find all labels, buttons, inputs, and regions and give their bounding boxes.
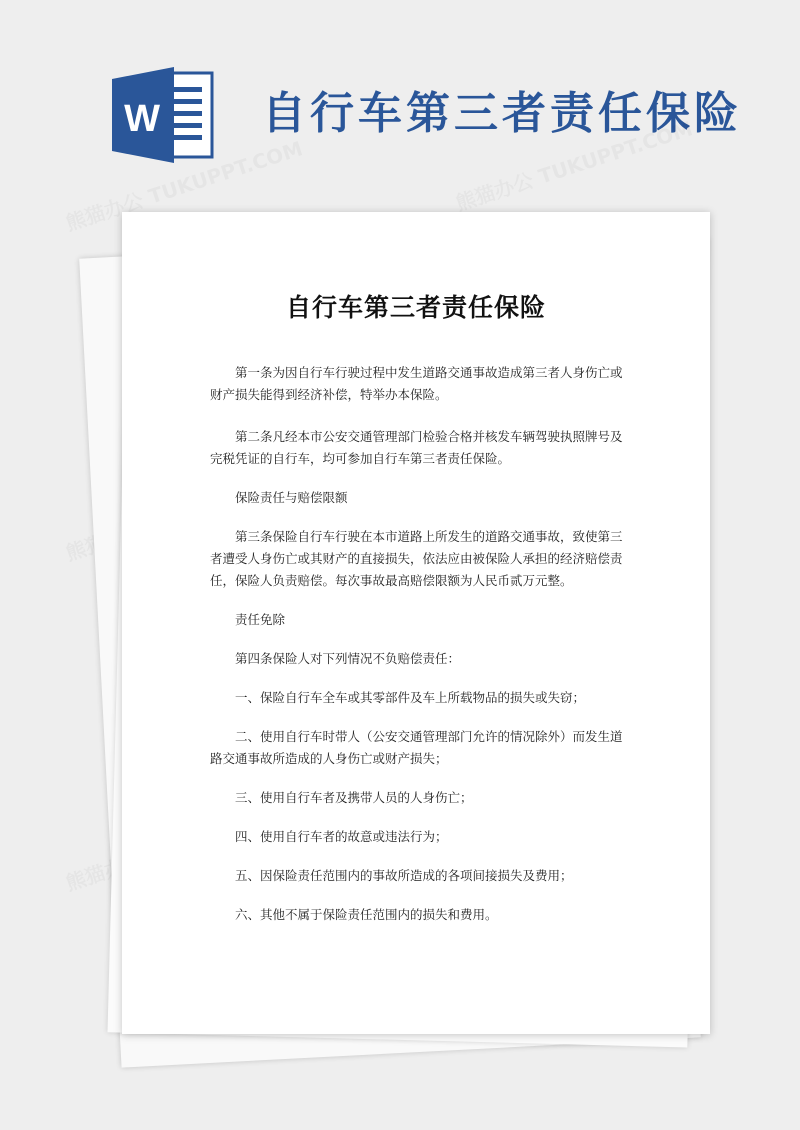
- word-icon-letter: W: [124, 98, 160, 140]
- header-banner: [0, 0, 800, 200]
- document-page: [122, 212, 710, 1034]
- section-heading-exemption: 责任免除: [235, 612, 286, 627]
- document-title: 自行车第三者责任保险: [285, 293, 546, 322]
- list-item-1: 一、保险自行车全车或其零部件及车上所载物品的损失或失窃；: [235, 690, 586, 705]
- list-item-5: 五、因保险责任范围内的事故所造成的各项间接损失及费用；: [235, 868, 573, 883]
- paragraph-article-2: 第二条凡经本市公安交通管理部门检验合格并核发车辆驾驶执照牌号及完税凭证的自行车，均可参加自行车第三者责任保险。: [210, 429, 623, 466]
- word-doc-icon: [112, 67, 216, 163]
- banner-title: 自行车第三者责任保险: [262, 88, 742, 139]
- paragraph-article-1: 第一条为因自行车行驶过程中发生道路交通事故造成第三者人身伤亡或财产损失能得到经济补偿，特举办本保险。: [210, 365, 623, 402]
- paragraph-article-3: 第三条保险自行车行驶在本市道路上所发生的道路交通事故，致使第三者遭受人身伤亡或其财产的直接损失，依法应由被保险人承担的经济赔偿责任，保险人负责赔偿。每次事故最高赔偿限额为人民币贰万元整。: [210, 529, 623, 588]
- paragraph-article-4: 第四条保险人对下列情况不负赔偿责任：: [235, 651, 461, 666]
- list-item-4: 四、使用自行车者的故意或违法行为；: [235, 829, 448, 844]
- list-item-6: 六、其他不属于保险责任范围内的损失和费用。: [235, 907, 498, 922]
- list-item-2: 二、使用自行车时带人（公安交通管理部门允许的情况除外）而发生道路交通事故所造成的人身伤亡或财产损失；: [210, 729, 623, 766]
- document-body: [210, 362, 632, 926]
- list-item-3: 三、使用自行车者及携带人员的人身伤亡；: [235, 790, 473, 805]
- section-heading-liability: 保险责任与赔偿限额: [235, 490, 348, 505]
